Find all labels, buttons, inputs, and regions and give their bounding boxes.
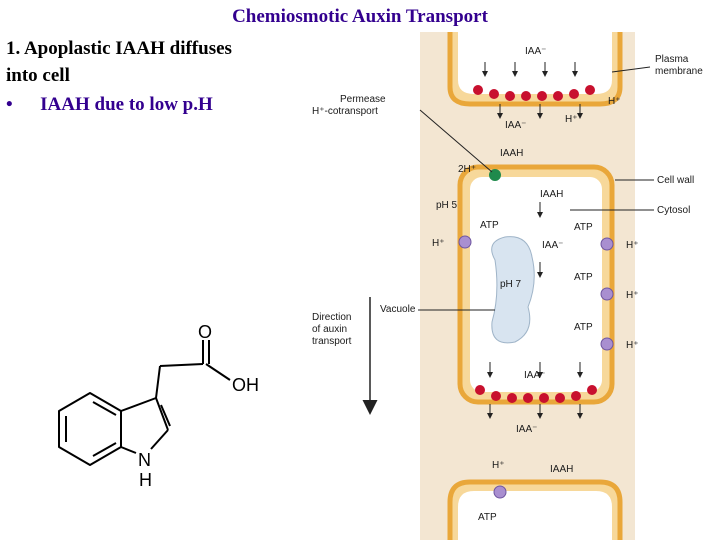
atp-label-left: ATP (480, 220, 499, 231)
permease-label-2: H⁺-cotransport (312, 106, 378, 117)
cell-wall-label: Cell wall (657, 175, 695, 186)
atp-label-bottom: ATP (478, 512, 497, 523)
iaa-anion-cytosol-label: IAA⁻ (542, 240, 564, 251)
iaa-anion-wall-label: IAA⁻ (505, 120, 527, 131)
iaah-wall-label: IAAH (500, 148, 524, 159)
proton-label-bottom: H⁺ (492, 460, 505, 471)
proton-label-wall: H⁺ (565, 114, 578, 125)
nitrogen-hydrogen-label: H (139, 470, 152, 490)
slide-title: Chemiosmotic Auxin Transport (232, 6, 488, 27)
plasma-membrane-label-1: Plasma (655, 54, 689, 65)
bullet-text: IAAH due to low p.H (40, 94, 213, 115)
vacuole-label: Vacuole (380, 304, 416, 315)
iaa-anion-bottom-label: IAA⁻ (516, 424, 538, 435)
iaah-bottom-label: IAAH (550, 464, 574, 475)
bullet-marker: • (6, 94, 13, 115)
atp-label-right-2: ATP (574, 272, 593, 283)
iaa-anion-upper-label: IAA⁻ (525, 46, 547, 57)
auxin-transport-diagram (310, 32, 720, 540)
direction-label-3: transport (312, 336, 352, 347)
carbonyl-oxygen-label: O (198, 322, 213, 342)
proton-label-left: H⁺ (432, 238, 445, 249)
nitrogen-label: N (138, 450, 151, 470)
proton-label-right-2: H⁺ (626, 290, 639, 301)
direction-label-1: Direction (312, 312, 352, 323)
plasma-membrane-label-2: membrane (655, 66, 703, 77)
cytosol-label: Cytosol (657, 205, 691, 216)
proton-label-top: H⁺ (608, 96, 621, 107)
ph7-label: pH 7 (500, 279, 522, 290)
direction-label-2: of auxin (312, 324, 348, 335)
permease-label-1: Permease (340, 94, 386, 105)
atp-label-right-1: ATP (574, 222, 593, 233)
iaah-cytosol-label: IAAH (540, 189, 564, 200)
two-protons-label: 2H⁺ (458, 164, 477, 175)
upper-cell-interior (458, 32, 612, 94)
step-1-text: 1. Apoplastic IAAH diffuses (6, 38, 232, 59)
atp-label-right-3: ATP (574, 322, 593, 333)
iaa-molecule-structure (38, 318, 278, 503)
hydroxyl-label: OH (232, 375, 259, 395)
proton-label-right-3: H⁺ (626, 340, 639, 351)
iaa-anion-lower-label: IAA⁻ (524, 370, 546, 381)
proton-label-right-1: H⁺ (626, 240, 639, 251)
bullet-point (6, 94, 213, 116)
main-cell-cytosol (470, 177, 602, 392)
ph5-label: pH 5 (436, 200, 458, 211)
step-1-continuation: into cell (6, 65, 70, 86)
